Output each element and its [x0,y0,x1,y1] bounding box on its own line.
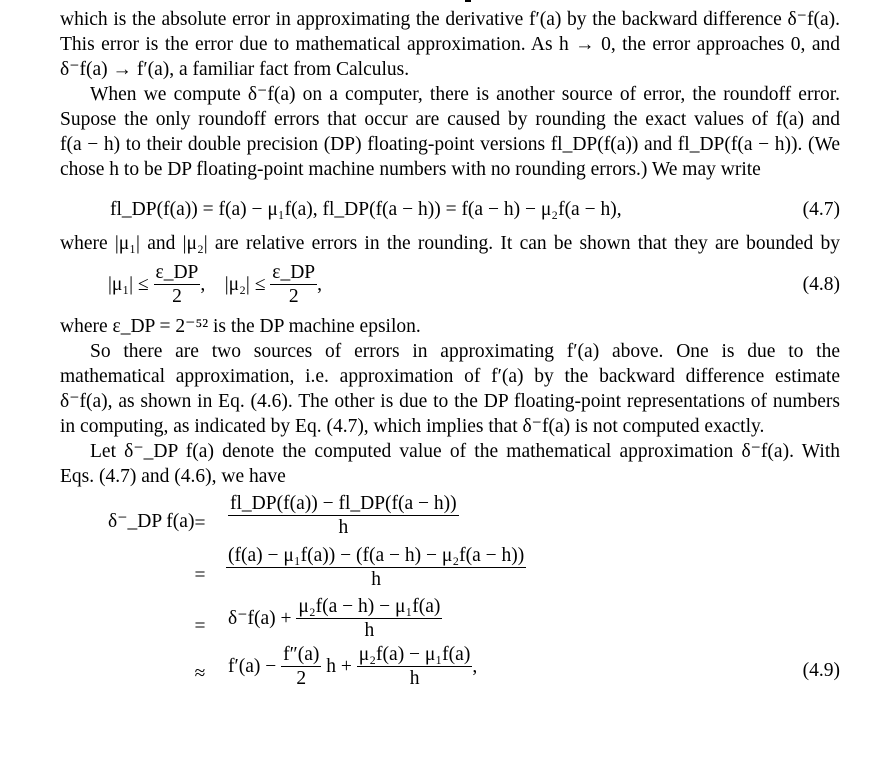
text-line: δ⁻f(a) → f′(a), a familiar fact from Calculus. [60,59,410,80]
fraction-numerator: ε_DP [155,262,199,283]
eq48-fraction-1 [154,262,201,309]
fraction [228,493,459,540]
page-top-mark [465,0,471,2]
fraction-numerator: μ₂f(a) − μ₁f(a) [358,644,471,665]
text-line: δ⁻f(a), as shown in Eq. (4.6). The other is due to the DP floating-point representations of numbers [60,391,840,412]
fraction-denominator: h [296,618,442,643]
fraction-numerator: ε_DP [272,262,316,283]
text-line: Let δ⁻_DP f(a) denote the computed value of the mathematical approximation δ⁻f(a). With [90,441,840,462]
fraction-numerator: fl_DP(f(a)) − fl_DP(f(a − h)) [230,493,457,514]
equation-number: (4.8) [802,274,840,295]
equals-sign: = [194,616,206,637]
eq48-separator: , [317,273,323,295]
expression: δ⁻f(a) + [228,607,292,629]
text-line: f(a − h) to their double precision (DP) floating-point versions fl_DP(f(a)) and fl_DP(f(a − h)). (We [60,134,840,155]
text-line: which is the absolute error in approximating the derivative f′(a) by the backward difference δ⁻f(a). [60,9,840,30]
eq49-row-2 [226,545,526,592]
eq48-separator: , [200,273,206,295]
eq48-lhs-1: |μ₁| ≤ [108,273,149,295]
text-line: This error is the error due to mathematical approximation. As h → 0, the error approaches 0, and [60,34,840,55]
fraction-denominator: h [226,567,526,592]
eq48-fraction-2 [270,262,317,309]
eq49-row-1 [228,493,459,540]
text-line: Supose the only roundoff errors that occur are caused by rounding the exact values of f(a) and [60,109,840,130]
text-line: mathematical approximation, i.e. approximation of f′(a) by the backward difference estimate [60,366,840,387]
eq49-lhs: δ⁻_DP f(a) [108,511,195,532]
text-line: where ε_DP = 2⁻⁵² is the DP machine epsilon. [60,316,421,337]
expression: h + [326,655,352,677]
fraction-numerator: f″(a) [283,644,320,665]
fraction-denominator: 2 [281,666,321,691]
text-line: So there are two sources of errors in approximating f′(a) above. One is due to the [90,341,840,362]
fraction-denominator: h [228,515,459,540]
eq49-row-3 [228,596,442,643]
fraction-denominator: h [357,666,473,691]
text-line: chose h to be DP floating-point machine numbers with no rounding errors.) We may write [60,159,761,180]
fraction [226,545,526,592]
fraction [296,596,442,643]
approx-sign: ≈ [194,663,206,684]
text-line: in computing, as indicated by Eq. (4.7), which implies that δ⁻f(a) is not computed exactly. [60,416,765,437]
equation-4-8 [108,262,322,309]
fraction-numerator: μ₂f(a − h) − μ₁f(a) [298,596,441,617]
equation-4-7: fl_DP(f(a)) = f(a) − μ₁f(a), fl_DP(f(a − h)) = f(a − h) − μ₂f(a − h), [110,199,622,220]
fraction-numerator: (f(a) − μ₁f(a)) − (f(a − h) − μ₂f(a − h)) [228,545,525,566]
text-line: When we compute δ⁻f(a) on a computer, there is another source of error, the roundoff error. [90,84,840,105]
text-line: Eqs. (4.7) and (4.6), we have [60,466,286,487]
fraction-denominator: 2 [154,284,201,309]
expression: f′(a) − [228,655,277,677]
equation-number: (4.9) [802,660,840,681]
text-line: where |μ₁| and |μ₂| are relative errors in the rounding. It can be shown that they are bounded by [60,233,840,254]
equals-sign: = [194,513,206,534]
fraction-denominator: 2 [270,284,317,309]
equation-number: (4.7) [802,199,840,220]
eq49-row-4 [228,644,477,691]
expression: , [472,655,478,677]
equals-sign: = [194,565,206,586]
fraction [357,644,473,691]
eq48-lhs-2: |μ₂| ≤ [224,273,266,295]
fraction [281,644,321,691]
